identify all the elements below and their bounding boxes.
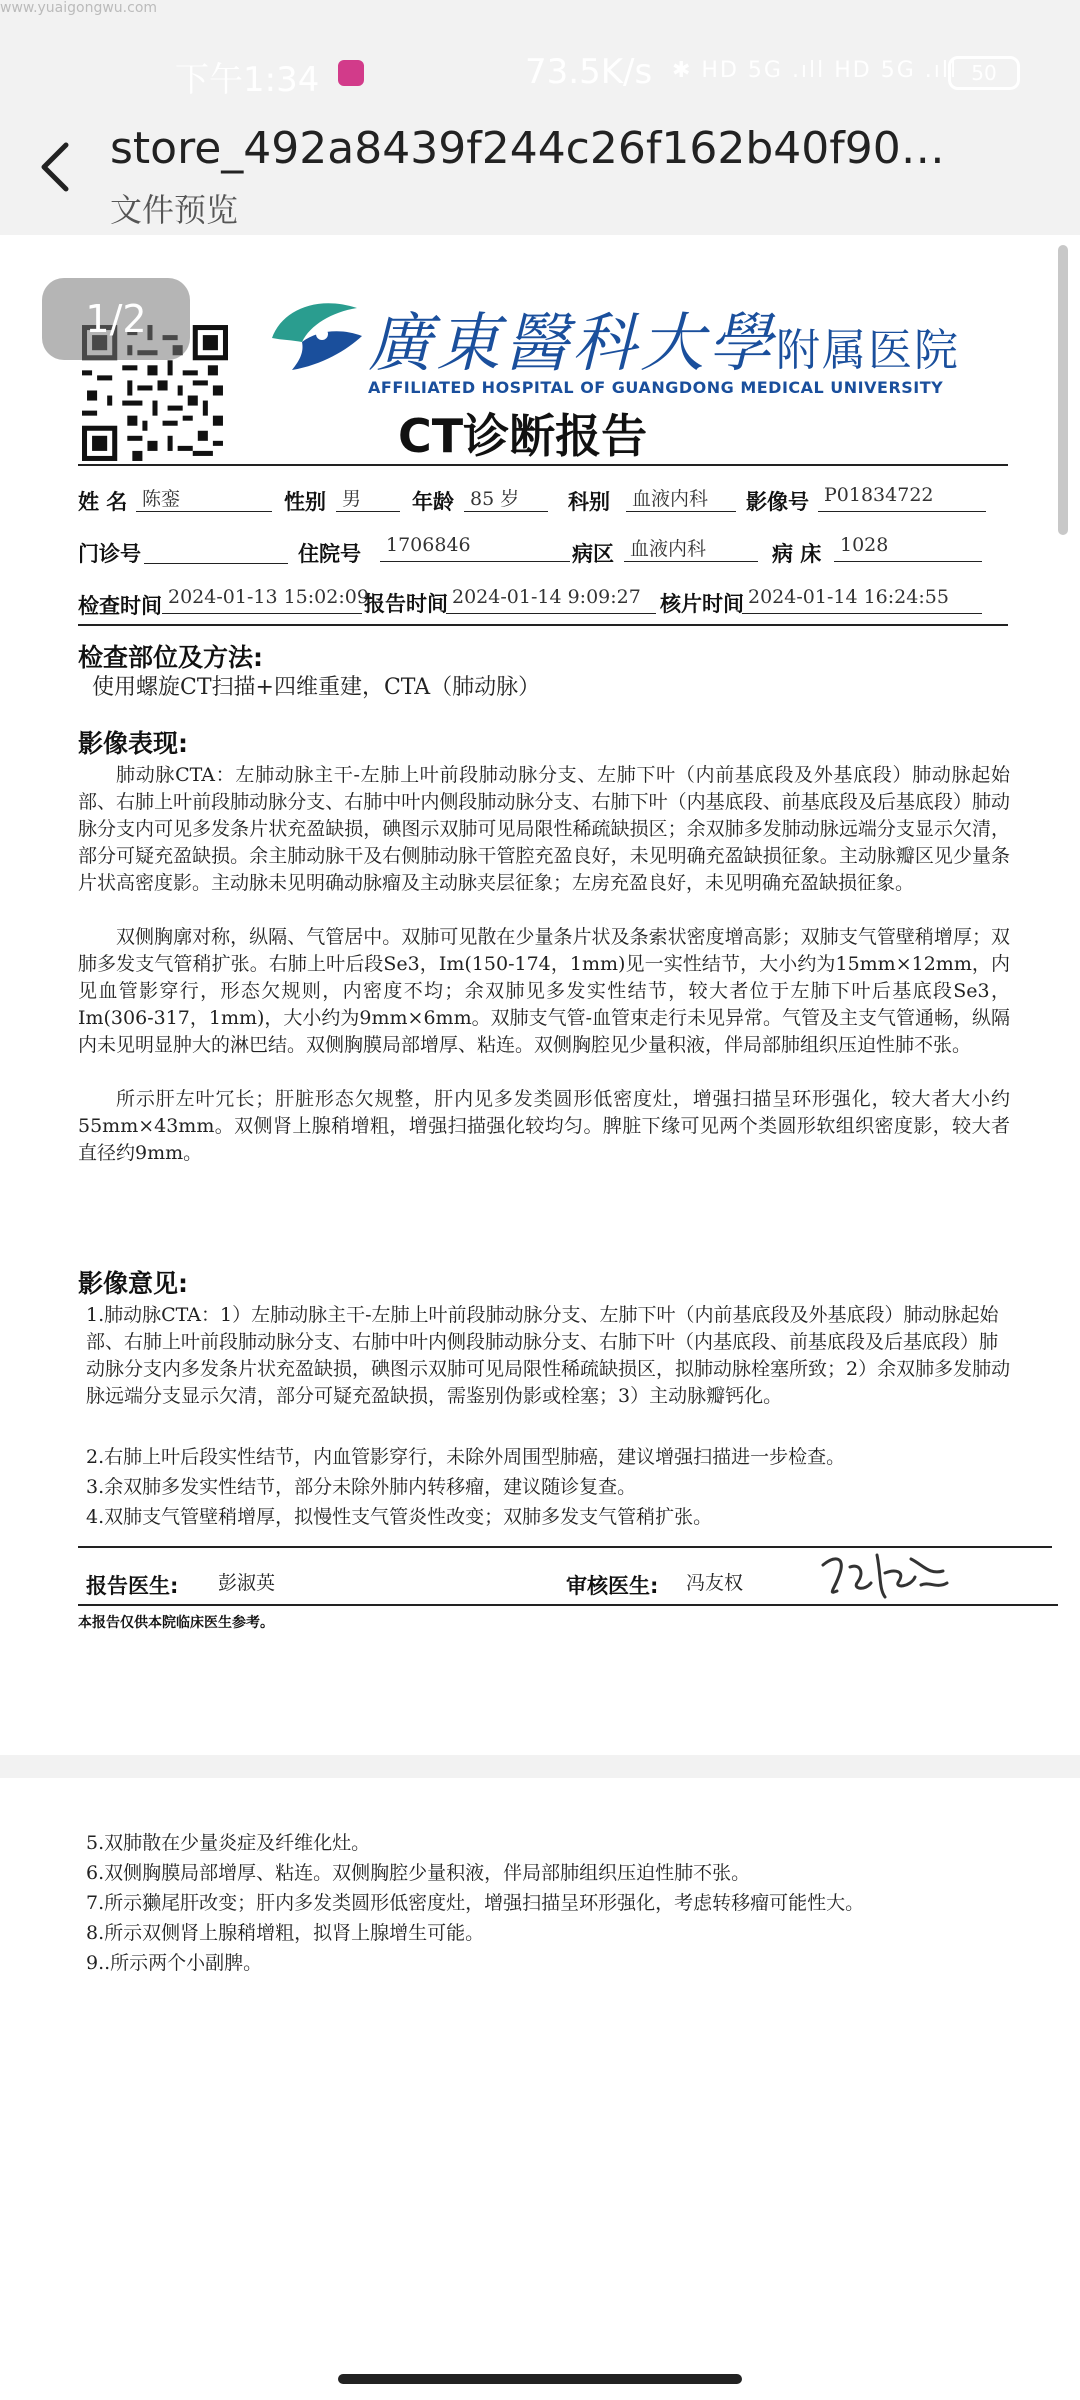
verify-time-value: 2024-01-14 16:24:55 bbox=[742, 586, 982, 614]
reviewer-label: 审核医生: bbox=[566, 1574, 659, 1598]
opinion-item: 7.所示獭尾肝改变；肝内多发类圆形低密度灶，增强扫描呈环形强化，考虑转移瘤可能性大。 bbox=[86, 1892, 865, 1914]
hospital-name-cn bbox=[368, 292, 960, 384]
reporter-label: 报告医生: bbox=[86, 1574, 179, 1598]
network-speed: 73.5K/s bbox=[525, 52, 653, 92]
disclaimer: 本报告仅供本院临床医生参考。 bbox=[78, 1615, 274, 1631]
dept-label: 科别 bbox=[568, 490, 610, 514]
method-text: 使用螺旋CT扫描+四维重建，CTA（肺动脉） bbox=[92, 675, 541, 700]
opinion-item: 4.双肺支气管壁稍增厚，拟慢性支气管炎性改变；双肺多发支气管稍扩张。 bbox=[86, 1506, 713, 1528]
ward-value: 血液内科 bbox=[624, 534, 758, 562]
sex-label: 性别 bbox=[284, 490, 326, 514]
opinion-item: 2.右肺上叶后段实性结节，内血管影穿行，未除外周围型肺癌，建议增强扫描进一步检查。 bbox=[86, 1446, 846, 1468]
file-title: store_492a8439f244c26f162b40f90… bbox=[110, 123, 945, 174]
file-preview-label: 文件预览 bbox=[110, 191, 239, 229]
hospital-name-suffix: 附属医院 bbox=[776, 325, 960, 376]
findings-paragraph: 所示肝左叶冗长；肝脏形态欠规整，肝内见多发类圆形低密度灶，增强扫描呈环形强化，较大者大小约55mm×43mm。双侧肾上腺稍增粗，增强扫描强化较均匀。脾脏下缘可见两个类圆形软组织密度影，较大者直径约9mm。 bbox=[78, 1088, 1010, 1164]
back-arrow-icon[interactable] bbox=[36, 137, 76, 197]
name-label: 姓 名 bbox=[78, 490, 128, 514]
hospital-name-en: AFFILIATED HOSPITAL OF GUANGDONG MEDICAL UNIVERSITY bbox=[368, 378, 944, 397]
page-indicator: 1/2 bbox=[42, 278, 190, 360]
reporter-name: 彭淑英 bbox=[218, 1572, 276, 1594]
report-time-value: 2024-01-14 9:09:27 bbox=[446, 586, 656, 614]
age-value: 85 岁 bbox=[464, 484, 548, 512]
scrollbar[interactable] bbox=[1058, 245, 1068, 535]
verify-time-label: 核片时间 bbox=[660, 592, 744, 616]
watermark-text: www.yuaigongwu.com bbox=[0, 0, 158, 16]
exam-time-value: 2024-01-13 15:02:09 bbox=[162, 586, 362, 614]
battery-icon: 50 bbox=[948, 56, 1020, 90]
clinic-no-label: 门诊号 bbox=[78, 542, 141, 566]
bed-value: 1028 bbox=[834, 534, 982, 562]
opinion-item: 9..所示两个小副脾。 bbox=[86, 1952, 263, 1974]
age-label: 年龄 bbox=[412, 490, 454, 514]
inpatient-no-label: 住院号 bbox=[298, 542, 361, 566]
signature-rule-bottom bbox=[78, 1604, 1058, 1606]
exam-time-label: 检查时间 bbox=[78, 594, 162, 618]
report-title: CT诊断报告 bbox=[398, 409, 648, 463]
dept-value: 血液内科 bbox=[626, 484, 736, 512]
method-title: 检查部位及方法: bbox=[78, 643, 263, 672]
status-time: 下午1:34 bbox=[175, 60, 320, 100]
image-no-label: 影像号 bbox=[746, 490, 809, 514]
handwritten-signature bbox=[815, 1545, 955, 1605]
opinion-title: 影像意见: bbox=[78, 1269, 188, 1298]
app-notification-icon bbox=[338, 60, 364, 86]
opinion-item: 8.所示双侧肾上腺稍增粗，拟肾上腺增生可能。 bbox=[86, 1922, 485, 1944]
home-indicator[interactable] bbox=[338, 2374, 742, 2384]
hospital-logo-icon bbox=[262, 290, 372, 380]
image-no-value: P01834722 bbox=[818, 484, 986, 512]
opinion-item: 6.双侧胸膜局部增厚、粘连。双侧胸腔少量积液，伴局部肺组织压迫性肺不张。 bbox=[86, 1862, 751, 1884]
reviewer-name: 冯友权 bbox=[686, 1572, 744, 1594]
header-rule bbox=[78, 464, 1008, 466]
info-rule bbox=[78, 624, 1008, 626]
app-bar bbox=[0, 115, 1080, 235]
hospital-name-main: 廣東醫科大學 bbox=[368, 307, 776, 381]
findings-paragraph: 双侧胸廓对称，纵隔、气管居中。双肺可见散在少量条片状及条索状密度增高影；双肺支气管壁稍增厚；双肺多发支气管稍扩张。右肺上叶后段Se3，Im(150-174，1mm)见一实性结节，大小约为15mm×12mm，内见血管影穿行，形态欠规则，内密度不均；余双肺见多发实性结节，较大者位于左肺下叶后基底段Se3，Im(306-317，1mm)，大小约为9mm×6mm。双肺支气管-血管束走行未见异常。气管及主支气管通畅，纵隔内未见明显肿大的淋巴结。双侧胸膜局部增厚、粘连。双侧胸腔见少量积液，伴局部肺组织压迫性肺不张。 bbox=[78, 926, 1011, 1056]
inpatient-no-value: 1706846 bbox=[380, 534, 570, 562]
findings-title: 影像表现: bbox=[78, 729, 188, 758]
opinion-item: 3.余双肺多发实性结节，部分未除外肺内转移瘤，建议随诊复查。 bbox=[86, 1476, 637, 1498]
bed-label: 病 床 bbox=[772, 542, 822, 566]
sex-value: 男 bbox=[336, 484, 400, 512]
findings-paragraph: 肺动脉CTA：左肺动脉主干-左肺上叶前段肺动脉分支、左肺下叶（内前基底段及外基底段）肺动脉起始部、右肺上叶前段肺动脉分支、右肺中叶内侧段肺动脉分支、右肺下叶（内基底段、前基底段及后基底段）肺动脉分支内可见多发条片状充盈缺损，碘图示双肺可见局限性稀疏缺损区；余双肺多发肺动脉远端分支显示欠清，部分可疑充盈缺损。余主肺动脉干及右侧肺动脉干管腔充盈良好，未见明确充盈缺损征象。主动脉瓣区见少量条片状高密度影。主动脉未见明确动脉瘤及主动脉夹层征象；左房充盈良好，未见明确充盈缺损征象。 bbox=[78, 764, 1010, 894]
clinic-no-value bbox=[144, 536, 288, 564]
report-time-label: 报告时间 bbox=[364, 592, 448, 616]
opinion-item: 1.肺动脉CTA：1）左肺动脉主干-左肺上叶前段肺动脉分支、左肺下叶（内前基底段及外基底段）肺动脉起始部、右肺上叶前段肺动脉分支、右肺中叶内侧段肺动脉分支、右肺下叶（内基底段、前基底段及后基底段）肺动脉分支内多发条片状充盈缺损，碘图示双肺可见局限性稀疏缺损区，拟肺动脉栓塞所致；2）余双肺多发肺动脉远端分支显示欠清，部分可疑充盈缺损，需鉴别伪影或栓塞；3）主动脉瓣钙化。 bbox=[86, 1304, 1011, 1407]
signal-icons: ✱ HD 5G .ıll HD 5G .ıll bbox=[672, 58, 959, 83]
ward-label: 病区 bbox=[572, 542, 614, 566]
status-bar bbox=[0, 0, 1080, 120]
name-value: 陈銮 bbox=[136, 484, 272, 512]
opinion-item: 5.双肺散在少量炎症及纤维化灶。 bbox=[86, 1832, 371, 1854]
